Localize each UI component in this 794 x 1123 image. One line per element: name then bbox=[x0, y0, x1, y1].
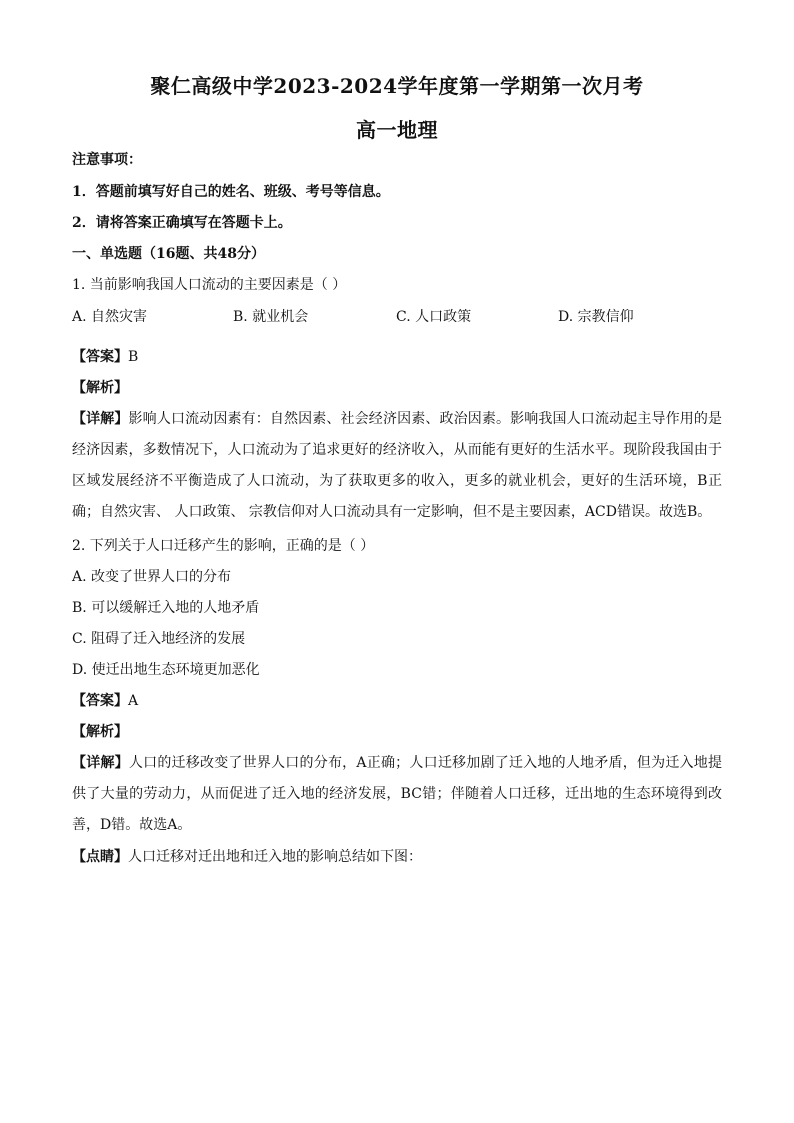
notes-item-2: 2．请将答案正确填写在答题卡上。 bbox=[72, 215, 292, 231]
q1-option-a: A. 自然灾害 bbox=[72, 309, 148, 325]
q2-stem: 2. 下列关于人口迁移产生的影响，正确的是（ ） bbox=[72, 538, 375, 554]
q1-option-b: B. 就业机会 bbox=[233, 309, 309, 325]
q1-analysis-label: 【解析】 bbox=[72, 380, 128, 396]
q2-tip-label: 【点睛】 bbox=[72, 849, 128, 865]
q2-option-d: D. 使迁出地生态环境更加恶化 bbox=[72, 662, 260, 678]
q2-tip bbox=[72, 847, 422, 867]
q2-detail-label: 【详解】 bbox=[72, 755, 129, 771]
q2-detail-text: 人口的迁移改变了世界人口的分布，A正确；人口迁移加剧了迁入地的人地矛盾，但为迁入地提供了大量的劳动力，从而促进了迁入地的经济发展，BC错；伴随着人口迁移，迁出地的生态环境得到改善，D错。故选A。 bbox=[72, 755, 723, 833]
q2-detail bbox=[72, 748, 722, 841]
q1-answer bbox=[72, 347, 138, 367]
q1-detail-text: 影响人口流动因素有：自然因素、社会经济因素、政治因素。影响我国人口流动起主导作用的是经济因素，多数情况下，人口流动为了追求更好的经济收入，从而能有更好的生活水平。现阶段我国由于区域发展经济不平衡造成了人口流动，为了获取更多的收入，更多的就业机会，更好的生活环境，B正确；自然灾害、 人口政策、 宗教信仰对人口流动具有一定影响，但不是主要因素，ACD错误。故选B。 bbox=[72, 411, 723, 520]
section-heading: 一、单选题（16题、共48分） bbox=[72, 246, 265, 262]
q2-option-a: A. 改变了世界人口的分布 bbox=[72, 569, 232, 585]
exam-subtitle: 高一地理 bbox=[356, 118, 438, 142]
q1-answer-value: B bbox=[128, 349, 139, 365]
q1-stem: 1. 当前影响我国人口流动的主要因素是（ ） bbox=[72, 277, 347, 293]
q1-option-d: D. 宗教信仰 bbox=[558, 309, 634, 325]
notes-heading: 注意事项： bbox=[72, 152, 142, 168]
q1-detail-label: 【详解】 bbox=[72, 411, 129, 427]
exam-title: 聚仁高级中学2023-2024学年度第一学期第一次月考 bbox=[150, 74, 644, 98]
q1-answer-label: 【答案】 bbox=[72, 349, 128, 365]
q2-option-c: C. 阻碍了迁入地经济的发展 bbox=[72, 631, 246, 647]
q2-answer-label: 【答案】 bbox=[72, 693, 128, 709]
q1-detail bbox=[72, 404, 722, 528]
q2-answer-value: A bbox=[128, 693, 139, 709]
q2-option-b: B. 可以缓解迁入地的人地矛盾 bbox=[72, 600, 260, 616]
q2-analysis-label: 【解析】 bbox=[72, 724, 128, 740]
q1-option-c: C. 人口政策 bbox=[396, 309, 472, 325]
q2-tip-text: 人口迁移对迁出地和迁入地的影响总结如下图： bbox=[128, 849, 422, 865]
notes-item-1: 1．答题前填写好自己的姓名、班级、考号等信息。 bbox=[72, 184, 390, 200]
q2-answer bbox=[72, 691, 138, 711]
